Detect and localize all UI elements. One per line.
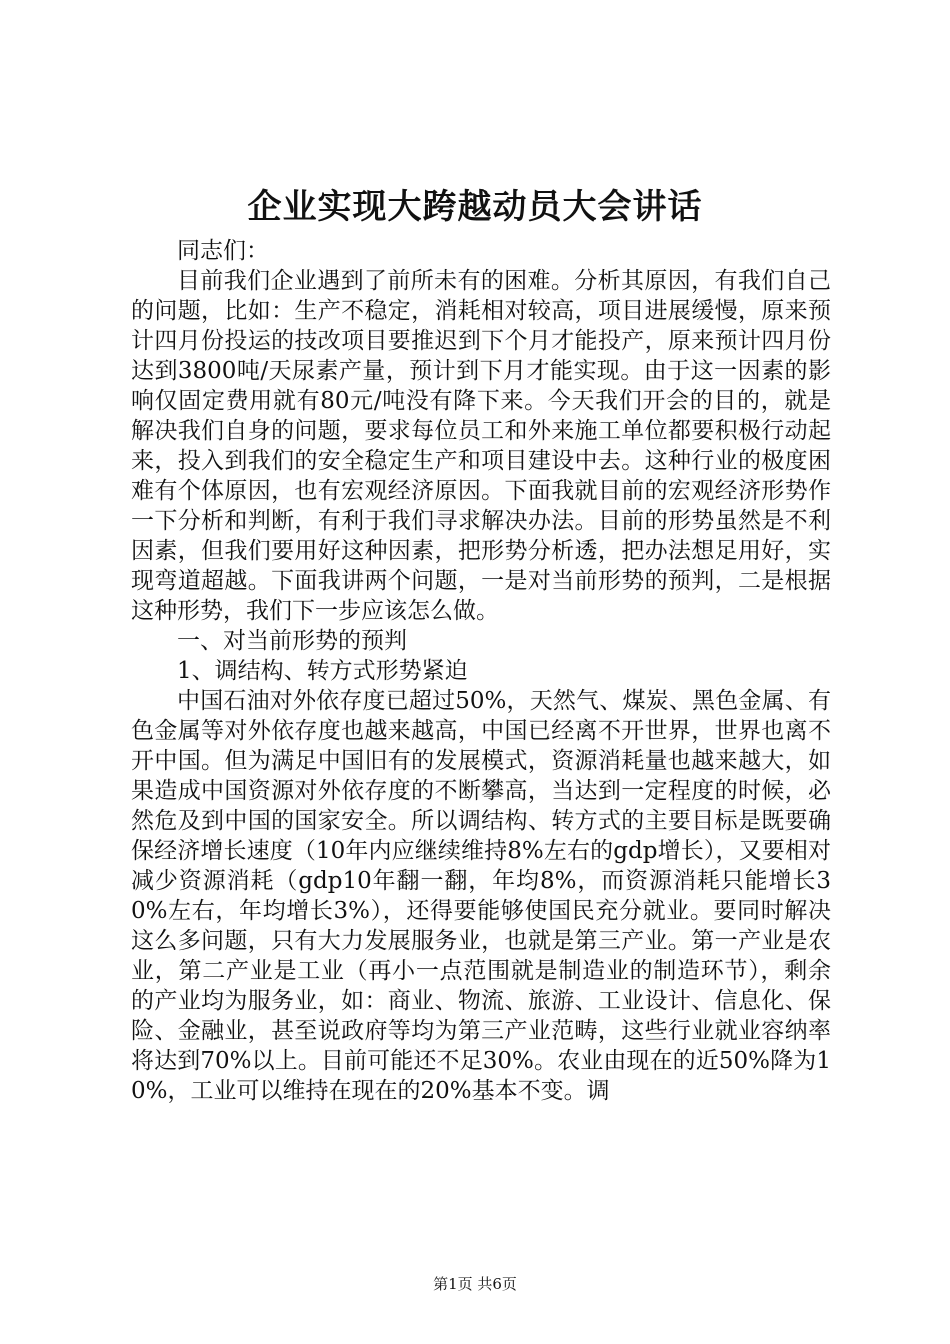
subsection-heading: 1、调结构、转方式形势紧迫 xyxy=(177,658,468,684)
intro-paragraph: 目前我们企业遇到了前所未有的困难。分析其原因，有我们自己的问题，比如：生产不稳定，消耗相对较高，项目进展缓慢，原来预计四月份投运的技改项目要推迟到下个月才能投产，原来预计四月份达到3800吨/天尿素产量，预计到下月才能实现。由于这一因素的影响仅固定费用就有80元/吨没有降下来。今天我们开会的目的，就是解决我们自身的问题，要求每位员工和外来施工单位都要积极行动起来，投入到我们的安全稳定生产和项目建设中去。这种行业的极度困难有个体原因，也有宏观经济原因。下面我就目前的宏观经济形势作一下分析和判断，有利于我们寻求解决办法。目前的形势虽然是不利因素，但我们要用好这种因素，把形势分析透，把办法想足用好，实现弯道超越。下面我讲两个问题，一是对当前形势的预判，二是根据这种形势，我们下一步应该怎么做。 xyxy=(131,268,831,624)
body-paragraph: 中国石油对外依存度已超过50%，天然气、煤炭、黑色金属、有色金属等对外依存度也越来越高，中国已经离不开世界，世界也离不开中国。但为满足中国旧有的发展模式，资源消耗量也越来越大，如果造成中国资源对外依存度的不断攀高，当达到一定程度的时候，必然危及到中国的国家安全。所以调结构、转方式的主要目标是既要确保经济增长速度（10年内应继续维持8%左右的gdp增长），又要相对减少资源消耗（gdp10年翻一翻，年均8%，而资源消耗只能增长30%左右，年均增长3%），还得要能够使国民充分就业。要同时解决这么多问题，只有大力发展服务业，也就是第三产业。第一产业是农业，第二产业是工业（再小一点范围就是制造业的制造环节），剩余的产业均为服务业，如：商业、物流、旅游、工业设计、信息化、保险、金融业，甚至说政府等均为第三产业范畴，这些行业就业容纳率将达到70%以上。目前可能还不足30%。农业由现在的近50%降为10%，工业可以维持在现在的20%基本不变。调 xyxy=(131,688,831,1104)
document-body xyxy=(131,236,831,1106)
salutation-paragraph: 同志们： xyxy=(177,238,269,264)
section-heading: 一、对当前形势的预判 xyxy=(177,628,407,654)
document-title: 企业实现大跨越动员大会讲话 xyxy=(247,187,703,227)
page-number-footer: 第1页 共6页 xyxy=(433,1275,517,1293)
